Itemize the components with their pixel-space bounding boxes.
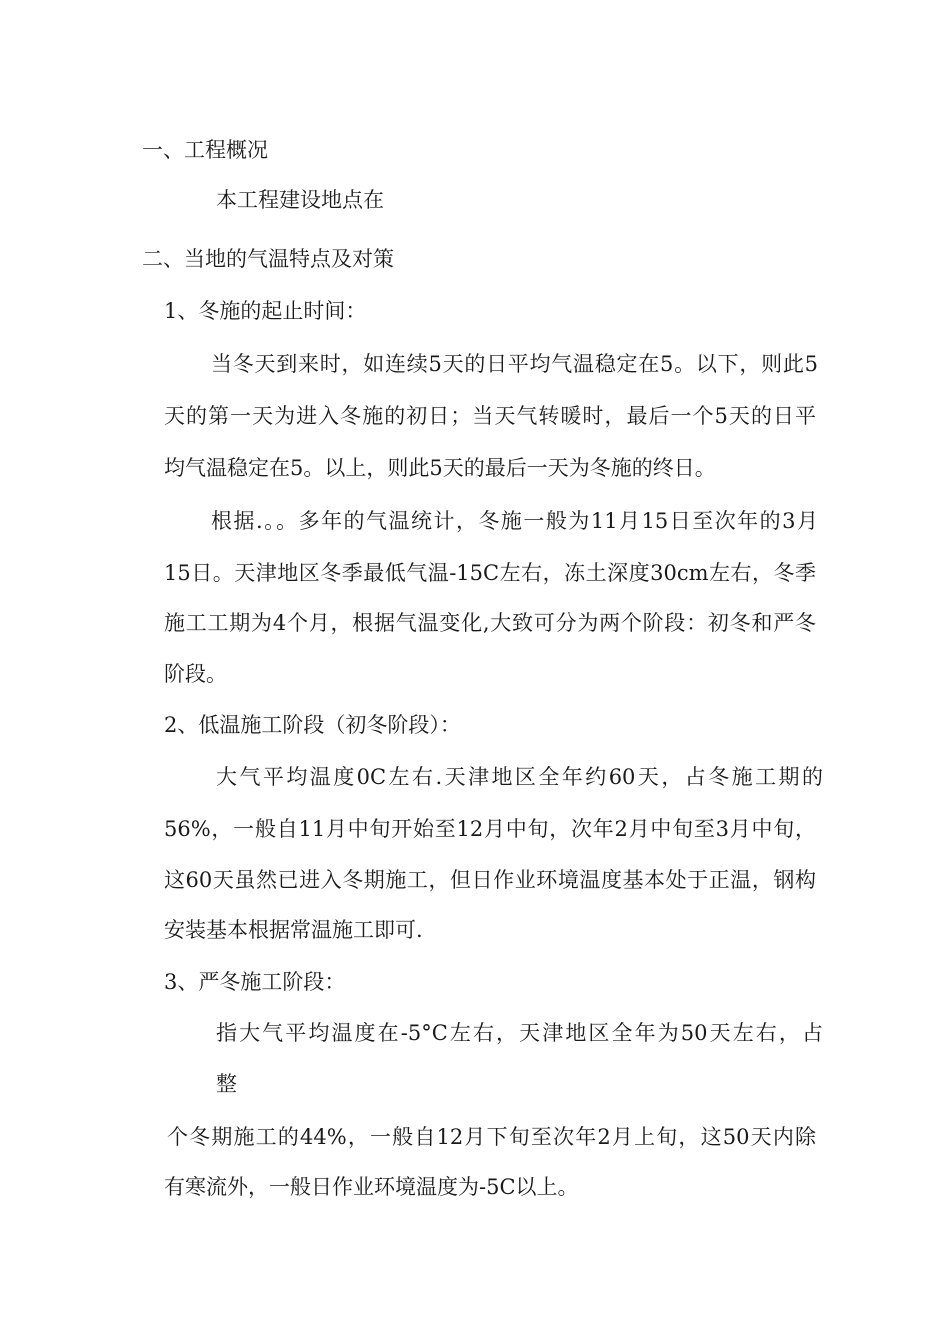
paragraph-line: 56%，一般自11月中旬开始至12月中旬，次年2月中旬至3月中旬， [164,817,816,841]
paragraph-line: 当冬天到来时，如连续5天的日平均气温稳定在5。以下，则此5 [211,352,818,376]
paragraph-line: 施工工期为4个月，根据气温变化,大致可分为两个阶段：初冬和严冬 [164,611,816,635]
paragraph-line: 有寒流外，一般日作业环境温度为-5C以上。 [164,1175,579,1199]
section-heading-project-overview: 一、工程概况 [142,138,268,162]
paragraph-line: 阶段。 [164,662,227,686]
subheading-severe-winter-phase: 3、严冬施工阶段： [164,970,346,994]
paragraph-line: 安装基本根据常温施工即可. [164,918,423,942]
paragraph-line: 指大气平均温度在-5°C左右，天津地区全年为50天左右，占 [216,1021,823,1045]
subheading-low-temp-phase: 2、低温施工阶段（初冬阶段）： [164,713,461,737]
paragraph-line: 大气平均温度0C左右.天津地区全年约60天，占冬施工期的 [216,765,823,789]
paragraph-line: 根据.。。多年的气温统计，冬施一般为11月15日至次年的3月 [211,509,818,533]
paragraph-line: 15日。天津地区冬季最低气温-15C左右，冻土深度30cm左右，冬季 [164,561,816,585]
paragraph-line: 整 [216,1072,237,1096]
paragraph-line: 这60天虽然已进入冬期施工，但日作业环境温度基本处于正温，钢构 [164,868,816,892]
paragraph-line: 天的第一天为进入冬施的初日；当天气转暖时，最后一个5天的日平 [164,404,816,428]
subheading-winter-period: 1、冬施的起止时间： [164,299,367,323]
paragraph-line: 本工程建设地点在 [216,188,384,212]
paragraph-line: 均气温稳定在5。以上，则此5天的最后一天为冬施的终日。 [164,456,716,480]
section-heading-temperature: 二、当地的气温特点及对策 [142,247,394,271]
paragraph-line: 个冬期施工的44%，一般自12月下旬至次年2月上旬，这50天内除 [167,1125,816,1149]
